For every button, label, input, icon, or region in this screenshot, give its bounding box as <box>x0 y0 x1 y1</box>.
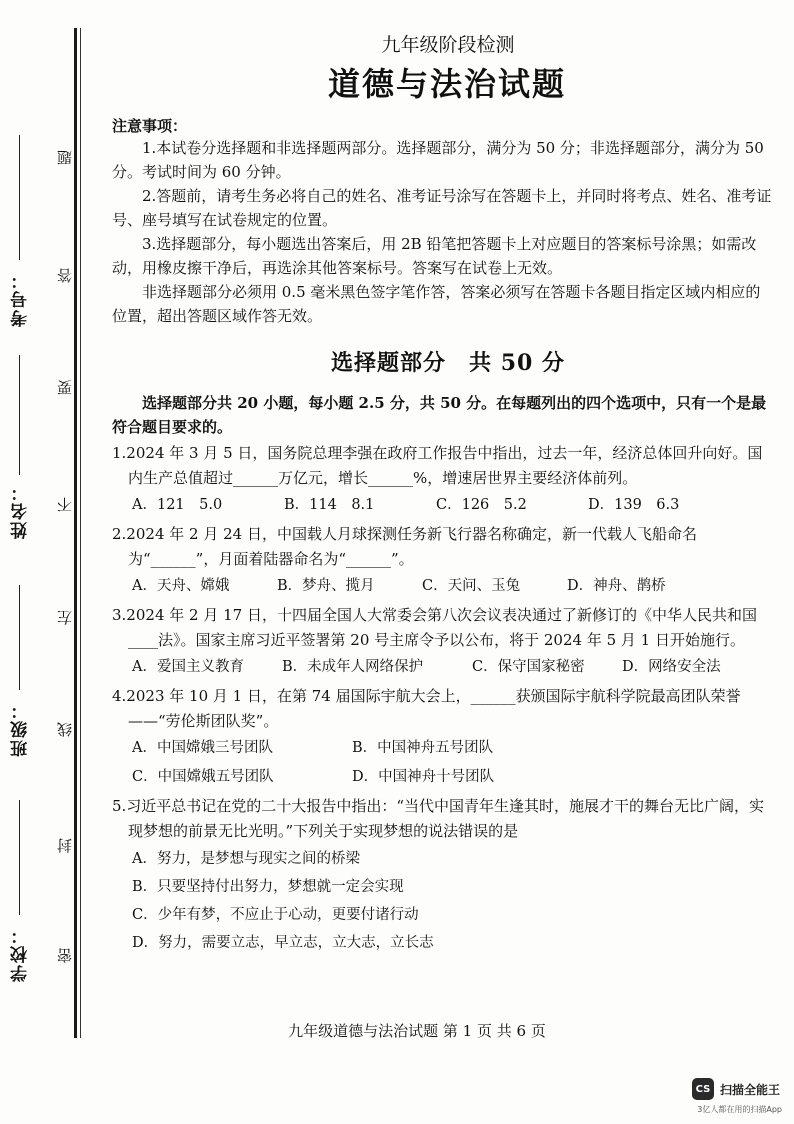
camscanner-logo-icon: CS <box>692 1078 714 1100</box>
question-2: 2.2024 年 2 月 24 日，中国载人月球探测任务新飞行器名称确定，新一代载人飞船命名为“______”，月面着陆器命名为“______”。 <box>112 525 697 568</box>
option: D．中国神舟十号团队 <box>352 769 495 785</box>
watermark-tagline: 3亿人都在用的扫描App <box>697 1105 782 1114</box>
exam-number-blank <box>19 135 20 260</box>
question-3: 3.2024 年 2 月 17 日，十四届全国人大常委会第八次会议表决通过了新修订的《中华人民共和国____法》。国家主席习近平签署第 20 号主席令予以公布，将于 2024 年 5 月 1 日开始施行。 <box>112 606 757 649</box>
option: B．中国神舟五号团队 <box>352 740 494 756</box>
name-label: 姓名： <box>11 482 31 539</box>
question-2-options <box>112 574 772 599</box>
option: D．神舟、鹊桥 <box>567 578 666 594</box>
option: B．114 8.1 <box>284 497 375 513</box>
notes-heading: 注意事项： <box>112 117 188 135</box>
seal-char: 左 <box>56 610 74 625</box>
option: D．努力，需要立志，早立志，立大志，立长志 <box>132 935 434 951</box>
name-blank <box>19 355 20 475</box>
option: B．未成年人网络保护 <box>282 659 424 675</box>
option: B．只要坚持付出努力，梦想就一定会实现 <box>132 879 404 895</box>
exam-number-label: 考号： <box>11 270 31 327</box>
note-item: 1.本试卷分选择题和非选择题两部分。选择题部分，满分为 50 分；非选择题部分，满分为 50 分。考试时间为 60 分钟。 <box>112 139 764 181</box>
page-footer: 九年级道德与法治试题 第 1 页 共 6 页 <box>288 1022 546 1040</box>
binding-margin <box>0 0 92 1124</box>
watermark-name: 扫描全能王 <box>719 1082 780 1097</box>
seal-char: 答 <box>56 268 74 283</box>
school-label: 学校： <box>11 925 31 982</box>
scanner-watermark <box>692 1078 780 1100</box>
seal-char: 封 <box>56 838 74 853</box>
question-5: 5.习近平总书记在党的二十大报告中指出：“当代中国青年生逢其时，施展才干的舞台无比广阔，实现梦想的前景无比光明。”下列关于实现梦想的说法错误的是 <box>112 797 764 840</box>
note-item: 3.选择题部分，每小题选出答案后，用 2B 铅笔把答题卡上对应题目的答案标号涂黑；如需改动，用橡皮擦干净后，再选涂其他答案标号。答案写在试卷上无效。 <box>112 235 757 277</box>
note-item: 2.答题前，请考生务必将自己的姓名、准考证号涂写在答题卡上，并同时将考点、姓名、准考证号、座号填写在试卷规定的位置。 <box>112 187 772 229</box>
seal-char: 要 <box>56 380 74 395</box>
question-1-options <box>112 493 772 518</box>
question-4-options-row-2 <box>112 765 772 790</box>
margin-rule-thick <box>74 28 77 1038</box>
section-intro: 选择题部分共 20 小题，每小题 2.5 分，共 50 分。在每题列出的四个选项中，只有一个是最符合题目要求的。 <box>112 394 767 436</box>
page-title: 道德与法治试题 <box>327 65 566 103</box>
option: C．中国嫦娥五号团队 <box>132 769 274 785</box>
seal-char: 密 <box>56 948 74 963</box>
option: A．爱国主义教育 <box>132 659 244 675</box>
option: A．天舟、嫦娥 <box>132 578 230 594</box>
class-blank <box>19 585 20 690</box>
class-label: 班级： <box>11 700 31 757</box>
option: A．中国嫦娥三号团队 <box>132 740 273 756</box>
option: C．126 5.2 <box>436 497 527 513</box>
option: C．保守国家秘密 <box>472 659 585 675</box>
option: B．梦舟、揽月 <box>277 578 375 594</box>
option: D．139 6.3 <box>588 497 680 513</box>
margin-rule-thin <box>80 28 81 1038</box>
question-4: 4.2023 年 10 月 1 日，在第 74 届国际宇航大会上，______获颁国际宇航科学院最高团队荣誉——“劳伦斯团队奖”。 <box>112 687 741 730</box>
question-1: 1.2024 年 3 月 5 日，国务院总理李强在政府工作报告中指出，过去一年，经济总体回升向好。国内生产总值超过______万亿元，增长______%，增速居世界主要经济体前列。 <box>112 444 763 487</box>
option: C．少年有梦，不应止于心动，更要付诸行动 <box>132 907 419 923</box>
option: C．天问、玉兔 <box>422 578 521 594</box>
option: D．网络安全法 <box>622 659 721 675</box>
question-3-options <box>112 655 772 680</box>
option: A．121 5.0 <box>132 497 223 513</box>
school-blank <box>19 800 20 915</box>
section-title: 选择题部分 共 50 分 <box>331 350 565 376</box>
option: A．努力，是梦想与现实之间的桥梁 <box>132 851 360 867</box>
seal-char: 题 <box>56 150 74 165</box>
seal-char: 不 <box>56 497 74 512</box>
note-item: 非选择题部分必须用 0.5 毫米黑色签字笔作答，答案必须写在答题卡各题目指定区域内相应的位置，超出答题区域作答无效。 <box>112 283 761 325</box>
grade-heading: 九年级阶段检测 <box>381 34 515 56</box>
seal-char: 线 <box>56 722 74 737</box>
exam-content <box>112 30 772 956</box>
question-4-options-row-1 <box>112 736 772 761</box>
